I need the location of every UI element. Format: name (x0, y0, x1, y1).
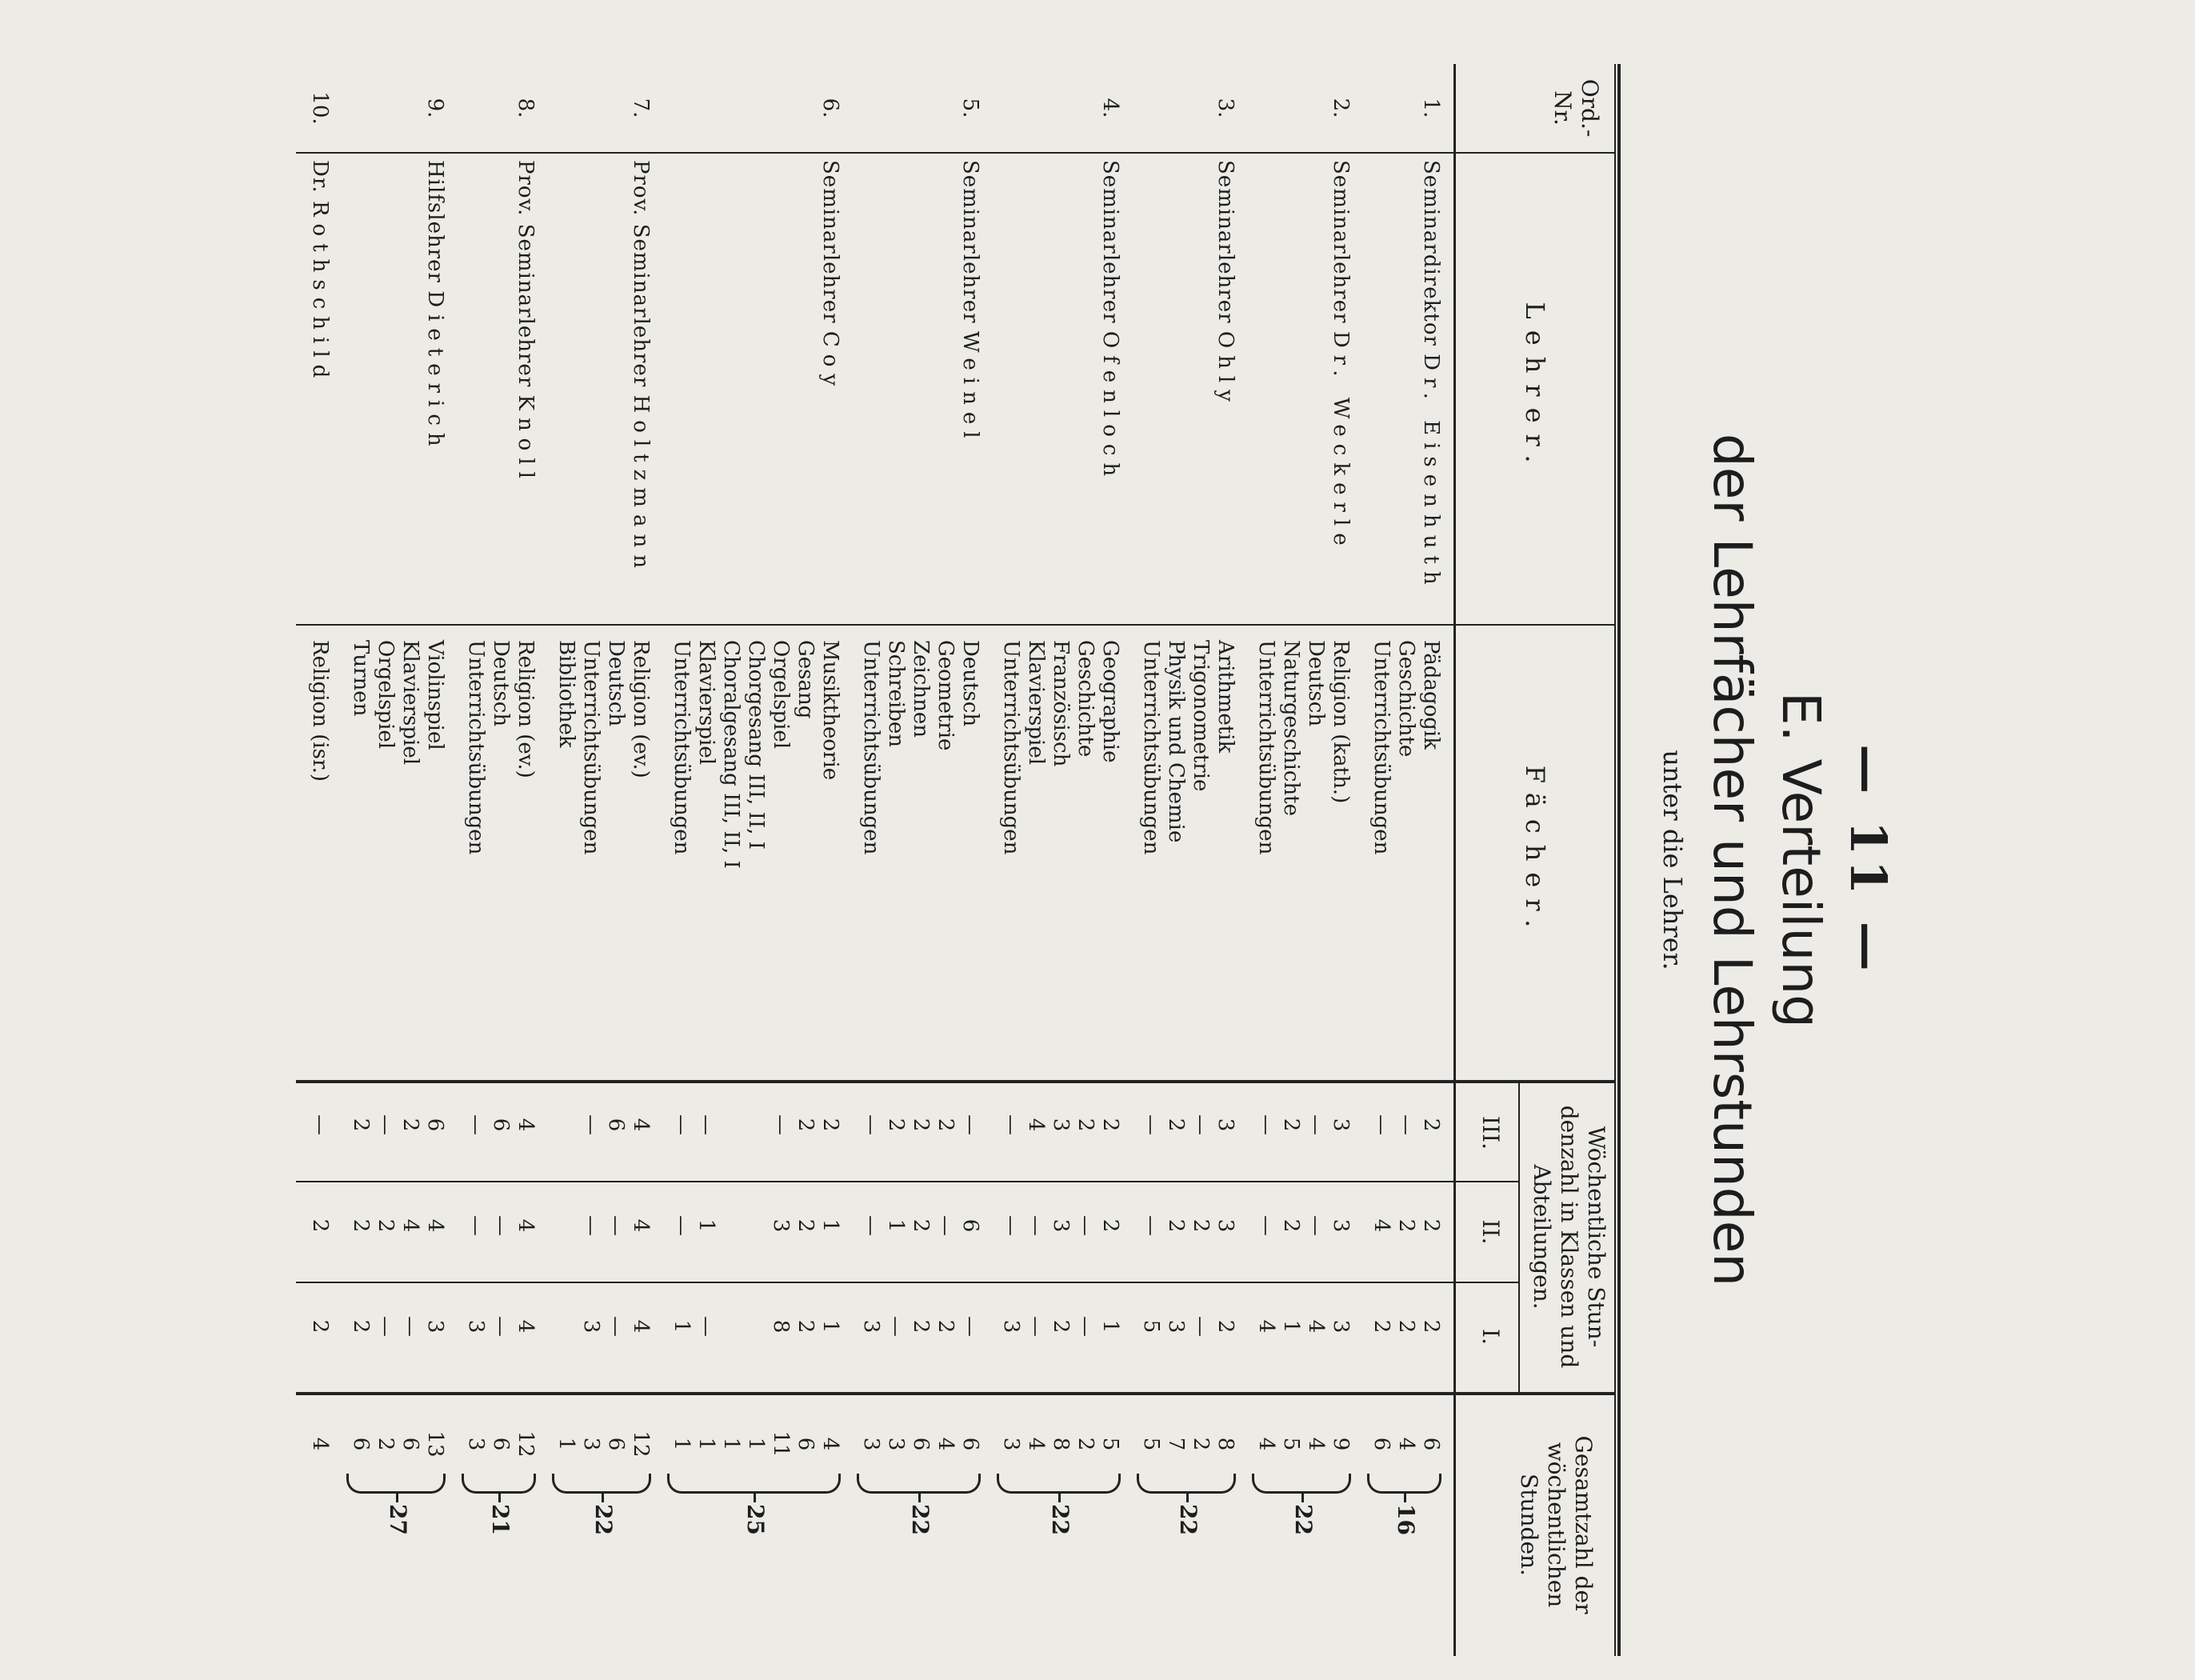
ord-nr: 3. (1213, 98, 1237, 118)
weekly-hours-header: Wöchentliche Stun-denzahl in Klassen und Abteilungen. (1529, 1105, 1609, 1369)
teacher-total: 25 (742, 1504, 770, 1535)
hours-class-iii: — (308, 1114, 332, 1135)
subject-total: 4 (1394, 1437, 1418, 1451)
subject-total: 2 (1189, 1437, 1213, 1451)
hours-class-iii: — (464, 1114, 488, 1135)
teacher-title: Hilfslehrer (423, 160, 447, 283)
ord-nr: 1. (1419, 98, 1443, 118)
subject-name: Unterrichtsübungen (579, 640, 603, 855)
subject-total: 6 (398, 1437, 422, 1451)
hours-class-iii: — (1189, 1114, 1213, 1135)
hours-class-ii: 6 (958, 1218, 982, 1233)
subject-name: Chorgesang III, II, I (744, 640, 768, 850)
hours-class-i: 4 (1254, 1319, 1278, 1334)
hours-class-ii: 1 (818, 1218, 842, 1233)
teacher-name (1328, 160, 1353, 608)
hours-class-i: 2 (909, 1319, 933, 1334)
teacher-name (628, 160, 653, 608)
hours-class-i: 3 (464, 1319, 488, 1334)
total-hours-header: Gesamtzahl der wöchentlichen Stunden. (1516, 1435, 1597, 1614)
hours-class-iii: — (1139, 1114, 1163, 1135)
hours-class-ii: — (1074, 1215, 1098, 1236)
ord-nr: 9. (423, 98, 447, 118)
hours-class-i: — (489, 1316, 513, 1337)
hours-class-iii: — (769, 1114, 793, 1135)
subject-total: 4 (1254, 1437, 1278, 1451)
ord-nr: 8. (514, 98, 538, 118)
teacher-title: Seminarlehrer (1213, 160, 1237, 324)
teacher-surname: Knoll (514, 394, 538, 486)
hours-class-iii: 6 (604, 1118, 628, 1132)
hours-class-i: — (1024, 1316, 1048, 1337)
teacher-row (1253, 64, 1353, 1656)
subject-total: 6 (958, 1437, 982, 1451)
hours-class-iii: — (1254, 1114, 1278, 1135)
subject-total: 12 (514, 1430, 538, 1458)
subject-total: 1 (744, 1437, 768, 1451)
teacher-total: 22 (907, 1504, 934, 1535)
teacher-row (307, 64, 332, 1656)
teacher-name (307, 160, 332, 608)
page-number: — 11 — (1839, 744, 1897, 976)
hours-class-i: 4 (514, 1319, 538, 1334)
brace-tip (1405, 1491, 1407, 1502)
hours-class-i: 2 (1394, 1319, 1418, 1334)
hours-class-ii: 2 (909, 1218, 933, 1233)
subject-name: Turnen (349, 640, 373, 717)
hours-class-i: — (398, 1316, 422, 1337)
subject-total: 6 (794, 1437, 818, 1451)
hours-class-ii: 4 (1369, 1218, 1393, 1233)
hours-class-iii: 3 (1049, 1118, 1073, 1132)
subject-total: 6 (349, 1437, 373, 1451)
teacher-total: 27 (385, 1504, 411, 1535)
hours-class-iii: — (374, 1114, 398, 1135)
hours-class-i: 2 (934, 1319, 958, 1334)
hours-class-i: — (1074, 1316, 1098, 1337)
teacher-name (1098, 160, 1122, 608)
hours-class-ii: 3 (769, 1218, 793, 1233)
teacher-total: 22 (1175, 1504, 1201, 1535)
table-rule (1614, 64, 1616, 1656)
ord-nr-header: Ord.-Nr. (1549, 78, 1603, 138)
subject-name: Geometrie (934, 640, 958, 751)
subject-name: Unterrichtsübungen (999, 640, 1023, 855)
hours-class-ii: — (999, 1215, 1023, 1236)
subject-total: 13 (423, 1430, 447, 1458)
teacher-row (1369, 64, 1443, 1656)
teacher-surname: Rothschild (308, 200, 332, 386)
ord-nr: 6. (818, 98, 842, 118)
subject-name: Unterrichtsübungen (1369, 640, 1393, 855)
hours-class-i: 3 (859, 1319, 883, 1334)
section-title-line2: der Lehrfächer und Lehrstunden (1701, 433, 1763, 1287)
teacher-title: Seminarlehrer (958, 160, 982, 324)
hours-class-iii: — (1394, 1114, 1418, 1135)
teacher-title: Seminardirektor (1419, 160, 1443, 346)
teacher-row (463, 64, 538, 1656)
hours-class-ii: 4 (514, 1218, 538, 1233)
subject-name: Unterrichtsübungen (464, 640, 488, 855)
hours-class-iii: — (1369, 1114, 1393, 1135)
subject-total: 6 (489, 1437, 513, 1451)
subject-name: Unterrichtsübungen (859, 640, 883, 855)
hours-class-i: — (694, 1316, 718, 1337)
teacher-title: Seminarlehrer (1098, 160, 1122, 324)
hours-class-ii: 2 (1189, 1218, 1213, 1233)
teacher-title: Seminarlehrer (818, 160, 842, 324)
hours-class-ii: 1 (694, 1218, 718, 1233)
hours-class-i: 3 (423, 1319, 447, 1334)
subject-total: 8 (1049, 1437, 1073, 1451)
teacher-surname: Ohly (1213, 330, 1237, 409)
brace-tip (1301, 1491, 1304, 1502)
teacher-surname: Ofenloch (1098, 330, 1122, 484)
teacher-name (958, 160, 982, 608)
subject-total: 1 (670, 1437, 694, 1451)
teacher-title: Dr. (308, 160, 332, 194)
hours-class-iii: 2 (818, 1118, 842, 1132)
subject-total: 2 (374, 1437, 398, 1451)
hours-class-i: — (1189, 1316, 1213, 1337)
hours-class-i: 1 (1279, 1319, 1303, 1334)
hours-class-i: 2 (308, 1319, 332, 1334)
teacher-name (818, 160, 842, 608)
brace-tip (396, 1491, 398, 1502)
hours-class-i: — (884, 1316, 908, 1337)
hours-class-iii: 2 (349, 1118, 373, 1132)
subject-name: Religion (ev.) (514, 640, 538, 778)
teacher-row (998, 64, 1122, 1656)
subject-name: Klavierspiel (1024, 640, 1048, 766)
brace-tip (1186, 1491, 1189, 1502)
subject-total: 5 (1098, 1437, 1122, 1451)
hours-class-iii: 2 (909, 1118, 933, 1132)
subject-name: Musiktheorie (818, 640, 842, 781)
hours-class-iii: 4 (629, 1118, 653, 1132)
hours-class-iii: 6 (423, 1118, 447, 1132)
teacher-row (669, 64, 842, 1656)
hours-class-iii: 2 (1098, 1118, 1122, 1132)
hours-class-i: 1 (818, 1319, 842, 1334)
subject-name: Religion (ev.) (629, 640, 653, 778)
table-rule (1518, 1080, 1520, 1392)
hours-class-ii: 3 (1329, 1218, 1353, 1233)
hours-class-ii: 4 (629, 1218, 653, 1233)
subject-total: 2 (1074, 1437, 1098, 1451)
hours-class-i: 2 (1369, 1319, 1393, 1334)
subject-total: 3 (579, 1437, 603, 1451)
hours-class-ii: 1 (884, 1218, 908, 1233)
hours-class-iii: — (579, 1114, 603, 1135)
teacher-surname: Dr. Weckerle (1329, 330, 1353, 553)
ord-nr: 7. (629, 98, 653, 118)
teacher-row (554, 64, 653, 1656)
hours-class-iii: 2 (398, 1118, 422, 1132)
subject-total: 1 (554, 1437, 578, 1451)
hours-class-i: — (604, 1316, 628, 1337)
hours-class-iii: 4 (1024, 1118, 1048, 1132)
hours-class-ii: — (1304, 1215, 1328, 1236)
ord-nr: 4. (1098, 98, 1122, 118)
hours-class-ii: 4 (398, 1218, 422, 1233)
teacher-title: Seminarlehrer (1329, 160, 1353, 324)
class-ii-header: II. (1477, 1219, 1504, 1245)
subject-total: 4 (818, 1437, 842, 1451)
hours-class-ii: 2 (308, 1218, 332, 1233)
teacher-title: Prov. Seminarlehrer (514, 160, 538, 388)
subject-name: Klavierspiel (694, 640, 718, 766)
teacher-surname: Holtzmann (629, 394, 653, 575)
hours-class-iii: — (670, 1114, 694, 1135)
hours-class-ii: — (464, 1215, 488, 1236)
hours-class-ii: 2 (1394, 1218, 1418, 1233)
subject-total: 5 (1279, 1437, 1303, 1451)
table-rule (1453, 64, 1456, 1656)
subject-total: 6 (604, 1437, 628, 1451)
faecher-header: Fächer. (1520, 765, 1550, 939)
hours-class-ii: 2 (374, 1218, 398, 1233)
subject-name: Geographie (1098, 640, 1122, 763)
subject-total: 3 (464, 1437, 488, 1451)
subject-name: Zeichnen (909, 640, 933, 738)
subject-total: 4 (308, 1437, 332, 1451)
hours-class-iii: — (694, 1114, 718, 1135)
subject-name: Unterrichtsübungen (670, 640, 694, 855)
hours-class-ii: — (604, 1215, 628, 1236)
subject-total: 11 (769, 1430, 793, 1458)
subject-name: Gesang (794, 640, 818, 719)
hours-class-iii: 2 (1279, 1118, 1303, 1132)
hours-class-i: — (374, 1316, 398, 1337)
ord-nr: 10. (308, 91, 332, 125)
hours-class-i: 3 (1329, 1319, 1353, 1334)
brace-tip (754, 1491, 757, 1502)
subject-total: 4 (934, 1437, 958, 1451)
subject-total: 6 (1419, 1437, 1443, 1451)
hours-class-i: 3 (999, 1319, 1023, 1334)
teacher-surname: Dieterich (423, 290, 447, 454)
hours-class-i: 2 (1213, 1319, 1237, 1334)
hours-class-iii: 2 (1074, 1118, 1098, 1132)
subject-name: Bibliothek (554, 640, 578, 748)
subject-name: Unterrichtsübungen (1254, 640, 1278, 855)
rotated-document (0, 64, 1897, 1656)
hours-class-ii: 3 (1049, 1218, 1073, 1233)
subject-total: 7 (1164, 1437, 1188, 1451)
hours-class-iii: 3 (1213, 1118, 1237, 1132)
subject-total: 3 (884, 1437, 908, 1451)
hours-class-iii: — (1304, 1114, 1328, 1135)
subject-name: Religion (isr.) (308, 640, 332, 782)
subject-name: Violinspiel (423, 640, 447, 750)
hours-class-ii: 3 (1213, 1218, 1237, 1233)
subject-total: 5 (1139, 1437, 1163, 1451)
hours-class-i: 4 (629, 1319, 653, 1334)
hours-class-ii: 2 (349, 1218, 373, 1233)
subject-total: 3 (999, 1437, 1023, 1451)
subject-name: Deutsch (604, 640, 628, 727)
brace-tip (1059, 1491, 1062, 1502)
subject-total: 1 (719, 1437, 743, 1451)
subject-total: 6 (909, 1437, 933, 1451)
subject-total: 3 (859, 1437, 883, 1451)
teacher-name (422, 160, 447, 608)
hours-class-ii: 2 (1419, 1218, 1443, 1233)
brace-tip (919, 1491, 922, 1502)
hours-class-iii: — (958, 1114, 982, 1135)
subject-name: Arithmetik (1213, 640, 1237, 754)
hours-class-ii: 2 (1098, 1218, 1122, 1233)
subject-total: 8 (1213, 1437, 1237, 1451)
hours-class-iii: 2 (794, 1118, 818, 1132)
teacher-total: 21 (487, 1504, 514, 1535)
hours-class-iii: — (999, 1114, 1023, 1135)
subject-name: Französisch (1049, 640, 1073, 767)
hours-class-iii: 4 (514, 1118, 538, 1132)
hours-class-i: 2 (794, 1319, 818, 1334)
table-rule (1617, 64, 1621, 1656)
hours-class-iii: — (859, 1114, 883, 1135)
hours-class-i: 3 (1164, 1319, 1188, 1334)
subject-name: Schreiben (884, 640, 908, 748)
subject-total: 4 (1024, 1437, 1048, 1451)
subject-name: Orgelspiel (769, 640, 793, 750)
subject-total: 6 (1369, 1437, 1393, 1451)
subject-name: Klavierspiel (398, 640, 422, 766)
teacher-surname: Dr. Eisenhuth (1419, 354, 1443, 592)
hours-class-i: 4 (1304, 1319, 1328, 1334)
hours-class-ii: — (670, 1215, 694, 1236)
ord-nr: 5. (958, 98, 982, 118)
teacher-surname: Coy (818, 330, 842, 394)
teacher-total: 22 (1047, 1504, 1074, 1535)
subject-total: 1 (694, 1437, 718, 1451)
hours-class-ii: — (1139, 1215, 1163, 1236)
hours-class-iii: 2 (934, 1118, 958, 1132)
subject-total: 4 (1304, 1437, 1328, 1451)
ord-nr: 2. (1329, 98, 1353, 118)
hours-class-i: 2 (1419, 1319, 1443, 1334)
subject-total: 9 (1329, 1437, 1353, 1451)
brace-tip (499, 1491, 502, 1502)
hours-class-iii: 2 (884, 1118, 908, 1132)
subject-name: Geschichte (1394, 640, 1418, 758)
teacher-name (1213, 160, 1237, 608)
teacher-row (348, 64, 447, 1656)
hours-class-i: 1 (1098, 1319, 1122, 1334)
hours-class-ii: — (859, 1215, 883, 1236)
subject-name: Unterrichtsübungen (1139, 640, 1163, 855)
teacher-surname: Weinel (958, 330, 982, 446)
teacher-name (513, 160, 538, 608)
subject-total: 12 (629, 1430, 653, 1458)
hours-class-iii: 3 (1329, 1118, 1353, 1132)
subject-name: Deutsch (1304, 640, 1328, 727)
hours-class-i: 2 (1049, 1319, 1073, 1334)
teacher-row (1138, 64, 1237, 1656)
hours-class-ii: — (1024, 1215, 1048, 1236)
subject-name: Deutsch (489, 640, 513, 727)
hours-class-ii: 2 (1164, 1218, 1188, 1233)
teacher-name (1418, 160, 1443, 608)
class-iii-header: III. (1477, 1115, 1504, 1150)
section-subtitle: unter die Lehrer. (1657, 750, 1688, 970)
hours-class-ii: 2 (794, 1218, 818, 1233)
hours-class-i: 8 (769, 1319, 793, 1334)
subject-name: Pädagogik (1419, 640, 1443, 750)
teacher-title: Prov. Seminarlehrer (629, 160, 653, 388)
subject-name: Orgelspiel (374, 640, 398, 750)
hours-class-i: 2 (349, 1319, 373, 1334)
subject-name: Choralgesang III, II, I (719, 640, 743, 869)
hours-class-i: 5 (1139, 1319, 1163, 1334)
hours-class-iii: 2 (1164, 1118, 1188, 1132)
hours-class-ii: 4 (423, 1218, 447, 1233)
teacher-total: 22 (1290, 1504, 1317, 1535)
subject-name: Naturgeschichte (1279, 640, 1303, 817)
teacher-row (858, 64, 982, 1656)
subject-name: Geschichte (1074, 640, 1098, 758)
subject-name: Deutsch (958, 640, 982, 727)
teacher-total: 16 (1393, 1504, 1420, 1535)
subject-name: Physik und Chemie (1164, 640, 1188, 843)
brace-tip (602, 1491, 604, 1502)
hours-class-iii: 6 (489, 1118, 513, 1132)
hours-class-ii: — (934, 1215, 958, 1236)
hours-class-ii: — (1254, 1215, 1278, 1236)
hours-class-i: 3 (579, 1319, 603, 1334)
hours-class-ii: — (579, 1215, 603, 1236)
teacher-total: 22 (590, 1504, 617, 1535)
subject-name: Trigonometrie (1189, 640, 1213, 792)
section-title: E. Verteilung (1770, 691, 1832, 1029)
subject-name: Religion (kath.) (1329, 640, 1353, 804)
hours-class-ii: 2 (1279, 1218, 1303, 1233)
hours-class-ii: — (489, 1215, 513, 1236)
hours-class-iii: 2 (1419, 1118, 1443, 1132)
class-i-header: I. (1477, 1329, 1504, 1345)
lehrer-header: Lehrer. (1520, 302, 1550, 474)
hours-class-i: 1 (670, 1319, 694, 1334)
hours-class-i: — (958, 1316, 982, 1337)
